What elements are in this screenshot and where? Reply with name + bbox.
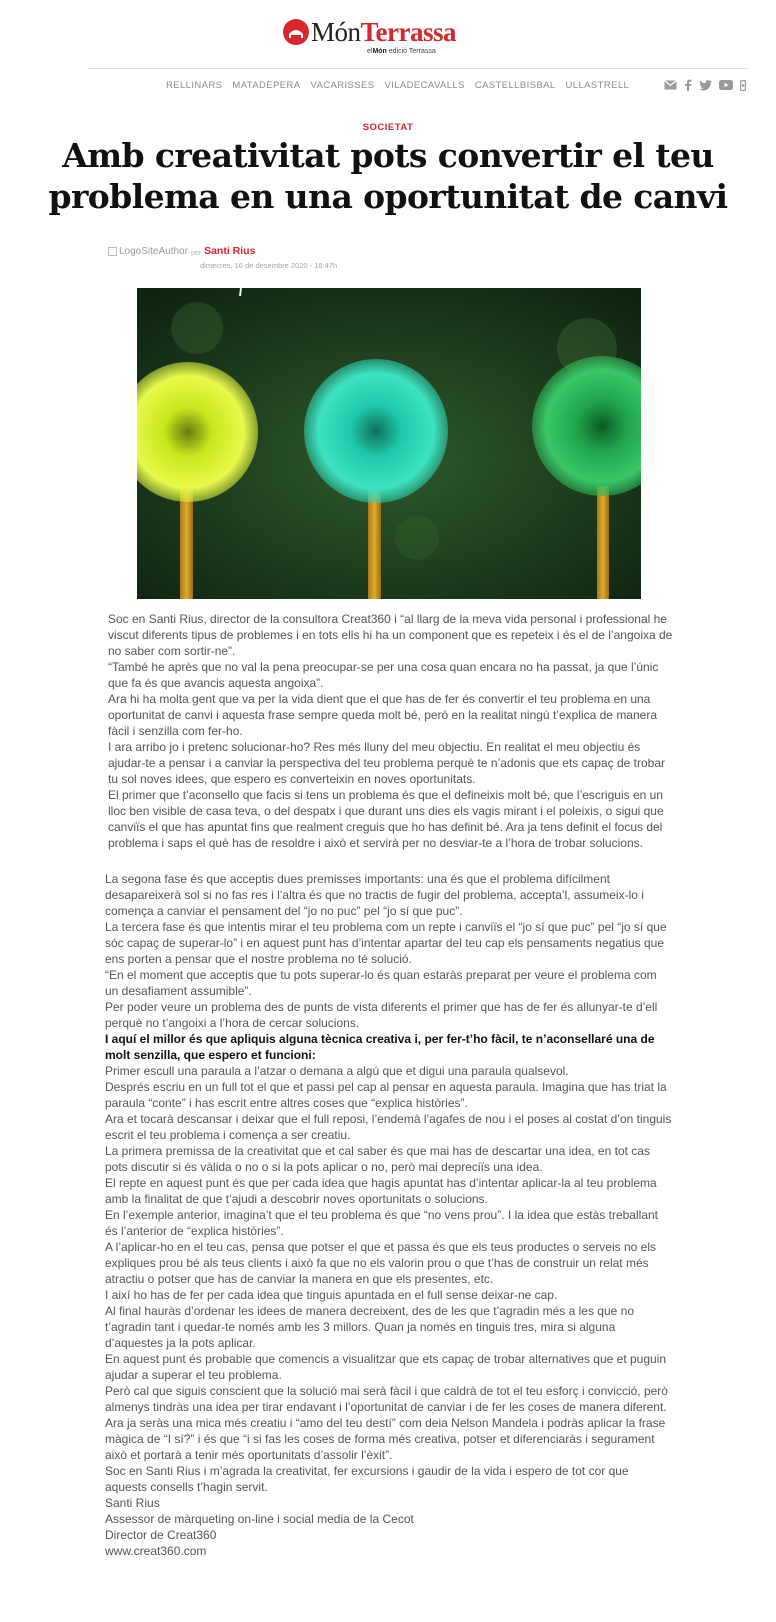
paragraph: La primera premissa de la creativitat que et cal saber és que mai has de descartar una idea, en tot cas pots discutir si és vàlida o no o si la pots aplicar o no, però mai depreciïs una idea. (105, 1144, 650, 1174)
section-tag[interactable]: SOCIETAT (362, 122, 414, 133)
nav-item-rellinars[interactable]: RELLINARS (166, 80, 223, 91)
paragraph: El repte en aquest punt és que per cada idea que hagis apuntat has d’intentar aplicar-la al teu problema amb la finalitat de que t’ajudi a descobrir noves oportunitats o solucions. (105, 1176, 657, 1206)
paragraph: Després escriu en un full tot el que et passi pel cap al pensar en aquesta paraula. Imagina que has triat la paraula “conte” i has escrit entre altres coses que “explica històries”. (105, 1080, 667, 1110)
paragraph: Soc en Santi Rius, director de la consultora Creat360 i “al llarg de la meva vida personal i professional he viscut diferents tipus de problemes i en tots ells hi ha un component que es repeteix i és el de l’angoixa de no saber com sortir-ne”. (108, 612, 673, 658)
paragraph: En l’exemple anterior, imagina’t que el teu problema és que “no vens prou”. I la idea que estàs treballant és l’anterior de “explica històries”. (105, 1208, 658, 1238)
author-logo-alt: LogoSiteAuthor (119, 245, 188, 257)
twitter-icon[interactable] (699, 80, 712, 91)
paragraph: Però cal que siguis conscient que la solució mai serà fàcil i que caldrà de tot el teu esforç i convicció, però almenys tindràs una idea per tirar endavant i l’oportunitat de canviar i de fer les coses de manera diferent. (105, 1384, 668, 1414)
author-byline (108, 245, 255, 257)
nav-item-vacarisses[interactable]: VACARISSES (310, 80, 375, 91)
paragraph: La segona fase és que acceptis dues premisses importants: una és que el problema difícilment desapareixerà sol si no fas res i l’altra és que no tractis de fugir del problema, accepta’l, assumeix-lo i comença a canviar el pensament del “jo no puc” pel “jo sí que puc”. (105, 872, 644, 918)
paragraph: El primer que t’aconsello que facis si tens un problema és que el defineixis molt bé, que l’escriguis en un lloc ben visible de casa teva, o del despatx i que durant uns dies els vagis mirant i el poleixis, o sigui que canviïs el que has apuntat fins que realment creguis que ho has definit bé. Ara ja tens definit el focus del problema i saps el què has de resoldre i això et servirà per no desviar-te a l’hora de trobar solucions. (108, 788, 664, 850)
nav-item-matadepera[interactable]: MATADEPERA (232, 80, 301, 91)
paragraph: En aquest punt és probable que comencis a visualitzar que ets capaç de trobar alternatives que et puguin ajudar a superar el teu problema. (105, 1352, 667, 1382)
signature-website: www.creat360.com (105, 1544, 207, 1558)
paragraph: La tercera fase és que intentis mirar el teu problema com un repte i canviïs el “jo sí que puc” pel “jo sí que sóc capaç de superar-lo” i en aquest punt has d’intentar apartar del teu cap els pensaments negatius que ens porten a pensar que el nostre problema no té solució. (105, 920, 667, 966)
facebook-icon[interactable] (684, 79, 692, 91)
paragraph: I així ho has de fer per cada idea que tinguis apuntada en el full sense deixar-ne cap. (105, 1288, 558, 1302)
tagline-suffix: edició Terrassa (386, 48, 436, 55)
logo-tagline (367, 48, 436, 55)
header-divider (88, 68, 748, 69)
author-by: per (190, 249, 202, 257)
paragraph: Al final hauràs d’ordenar les idees de manera decreixent, des de les que t’agradin més a les que no t’agradin tant i quedar-te només amb les 3 millors. Quan ja només en tinguis tres, mira si alguna d’aquestes ja la pots aplicar. (105, 1304, 634, 1350)
top-nav (166, 79, 629, 93)
logo-mark-icon (282, 18, 310, 46)
broken-image-icon (108, 247, 117, 256)
article-body-part1 (108, 611, 673, 851)
mail-icon[interactable] (664, 80, 677, 90)
nav-item-castellbisbal[interactable]: CASTELLBISBAL (474, 80, 556, 91)
paragraph: Per poder veure un problema des de punts de vista diferents el primer que has de fer és allunyar-te d’ell perquè no t’angoixi a l’hora de cercar solucions. (105, 1000, 658, 1030)
logo-name-part1: Món (311, 17, 361, 47)
publish-date: dimecres, 16 de desembre 2020 - 18:47h (200, 261, 338, 270)
paragraph: Ara ja seràs una mica més creatiu i “amo del teu destí” com deia Nelson Mandela i podràs aplicar la frase màgica de “I sí?” i és que “i si fas les coses de forma més creativa, potser et diferenciaràs i segurament això et portarà a tenir més oportunitats d’assolir l’èxit”. (105, 1416, 666, 1462)
logo-wordmark (311, 16, 456, 48)
paragraph: Ara et tocarà descansar i deixar que el full reposi, l’endemà l’agafes de nou i el poses al costat d’on tinguis escrit el teu problema i comença a ser creatiu. (105, 1112, 672, 1142)
paragraph: “En el moment que acceptis que tu pots superar-lo és quan estaràs preparat per veure el problema com un desafiament assumible”. (105, 968, 657, 998)
paragraph: Soc en Santi Rius i m’agrada la creativitat, fer excursions i gaudir de la vida i espero de tot cor que aquests consells t’hagin servit. (105, 1464, 629, 1494)
site-logo[interactable] (0, 14, 776, 62)
nav-item-ullastrell[interactable]: ULLASTRELL (565, 80, 630, 91)
highlight-paragraph: I aquí el millor és que apliquis alguna tècnica creativa i, per fer-t’ho fàcil, te n’aconsellaré una de molt senzilla, que espero et funcioni: (105, 1032, 655, 1062)
paragraph: I ara arribo jo i pretenc solucionar-ho? Res més lluny del meu objectiu. En realitat el meu objectiu és ajudar-te a pensar i a canviar la perspectiva del teu problema perquè te n’adonis que ets capaç de trobar tu sol noves idees, que espero es converteixin en noves oportunitats. (108, 740, 666, 786)
logo-name-part2: Terrassa (360, 17, 457, 47)
nav-item-viladecavalls[interactable]: VILADECAVALLS (384, 80, 465, 91)
paragraph: “També he après que no val la pena preocupar-se per una cosa quan encara no ha passat, ja que l’únic que fa és que avancis aquesta angoixa”. (108, 660, 659, 690)
signature-role: Assessor de màrqueting on-line i social media de la Cecot (105, 1512, 414, 1526)
article-body-part2 (105, 871, 673, 1559)
signature-title: Director de Creat360 (105, 1528, 217, 1542)
paragraph: Primer escull una paraula a l’atzar o demana a algú que et digui una paraula qualsevol. (105, 1064, 569, 1078)
tagline-brand: Món (372, 48, 387, 55)
signature-name: Santi Rius (105, 1496, 160, 1510)
article-hero-image (137, 288, 641, 599)
instagram-icon[interactable] (740, 80, 746, 91)
paragraph: Ara hi ha molta gent que va per la vida dient que el que has de fer és convertir el teu problema en una oportunitat de canvi i aquesta frase sempre queda molt bé, però en la realitat ningú t’explica de manera fàcil i senzilla com fer-ho. (108, 692, 657, 738)
paragraph: A l’aplicar-ho en el teu cas, pensa que potser el que et passa és que els teus productes o serveis no els expliques prou bé als teus clients i això fa que no els valorin prou o que t’has de construir un relat més atractiu o potser que has de canviar la manera en que els presentes, etc. (105, 1240, 657, 1286)
author-name[interactable]: Santi Rius (204, 245, 256, 257)
article-title: Amb creativitat pots convertir el teu problema en una oportunitat de canvi (48, 136, 728, 216)
social-links (664, 79, 746, 91)
youtube-icon[interactable] (719, 80, 733, 90)
tagline-prefix: el (367, 48, 373, 55)
